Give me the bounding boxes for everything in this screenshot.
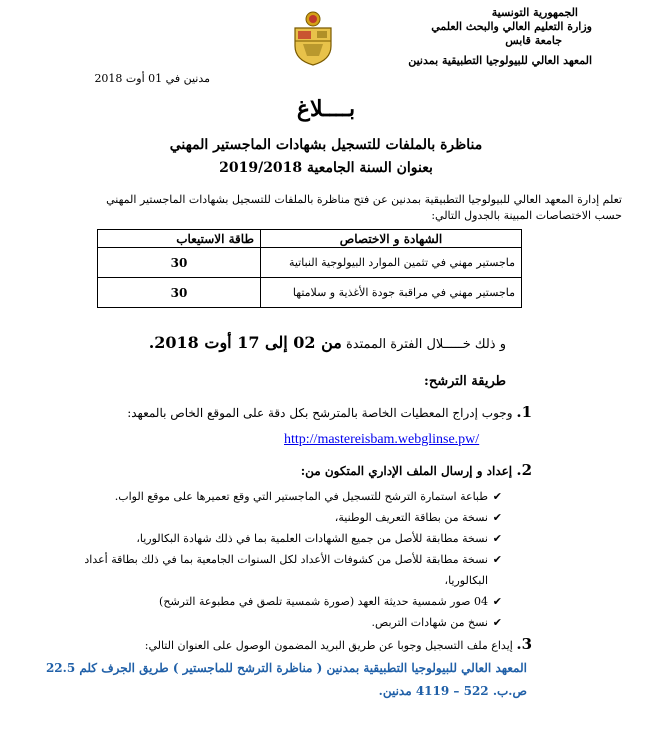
checkmark-icon: ✔ xyxy=(492,511,502,524)
list-item: ✔طباعة استمارة الترشح للتسجيل في الماجستير التي وقع تعميرها على موقع الواب. xyxy=(22,486,502,507)
address-line-2: ص.ب. 522 – 4119 مدنين. xyxy=(378,684,527,698)
table-row xyxy=(98,248,522,278)
header-specialty: الشهادة و الاختصاص xyxy=(261,230,522,248)
procedure-title: طريقة الترشح: xyxy=(424,374,506,389)
step-2-text: إعداد و إرسال الملف الإداري المتكون من: xyxy=(300,464,513,478)
row-specialty: ماجستير مهني في تثمين الموارد البيولوجية النباتية xyxy=(261,248,522,278)
header-capacity: طاقة الاستيعاب xyxy=(98,230,261,248)
header-ministry: وزارة التعليم العالي والبحث العلمي xyxy=(431,20,592,33)
address-line-1: المعهد العالي للبيولوجيا التطبيقية بمدنين ( مناظرة الترشح للماجستير ) طريق الجرف كلم 22.5 xyxy=(45,661,527,675)
table-row xyxy=(98,278,522,308)
subtitle: مناظرة بالملفات للتسجيل بشهادات الماجستير المهني xyxy=(169,137,483,153)
tunisia-coat-of-arms-icon xyxy=(289,10,337,66)
intro-line-2: حسب الاختصاصات المبينة بالجدول التالي: xyxy=(431,209,622,222)
checkmark-icon: ✔ xyxy=(492,553,502,566)
checkmark-icon: ✔ xyxy=(492,595,502,608)
row-capacity: 30 xyxy=(98,278,261,308)
intro-text xyxy=(22,192,622,224)
row-specialty: ماجستير مهني في مراقبة جودة الأغذية و سلامتها xyxy=(261,278,522,308)
intro-line-1: تعلم إدارة المعهد العالي للبيولوجيا التطبيقية بمدنين عن فتح مناظرة بالملفات للتسجيل بشهادات الماجستير المهني xyxy=(106,193,622,206)
table-header-row xyxy=(98,230,522,248)
step-1-text: وجوب إدراج المعطيات الخاصة بالمترشح بكل دقة على الموقع الخاص بالمعهد: xyxy=(127,406,513,420)
step-3 xyxy=(32,635,532,653)
list-item: ✔نسخة من بطاقة التعريف الوطنية، xyxy=(22,507,502,528)
list-item: ✔نسخ من شهادات التربص. xyxy=(22,612,502,633)
document-list xyxy=(22,486,502,633)
step-2 xyxy=(32,461,532,479)
step-2-number: 2. xyxy=(516,461,532,479)
header-university: جامعة قابس xyxy=(505,34,562,47)
step-3-text: إيداع ملف التسجيل وجوبا عن طريق البريد المضمون الوصول على العنوان التالي: xyxy=(144,639,513,652)
step-1-number: 1. xyxy=(516,403,532,421)
header-republic: الجمهورية التونسية xyxy=(491,6,578,19)
checkmark-icon: ✔ xyxy=(492,532,502,545)
row-capacity: 30 xyxy=(98,248,261,278)
period-dates: من 02 إلى 17 أوت 2018. xyxy=(148,333,342,352)
list-item-continuation: البكالوريا، xyxy=(444,574,488,587)
list-item: ✔نسخة مطابقة للأصل من كشوفات الأعداد لكل السنوات الجامعية بما في ذلك بطاقة أعداد xyxy=(22,549,502,570)
checkmark-icon: ✔ xyxy=(492,616,502,629)
registration-link[interactable] xyxy=(284,428,479,448)
list-item: ✔04 صور شمسية حديثة العهد (صورة شمسية تلصق في مطبوعة الترشح) xyxy=(22,591,502,612)
step-3-number: 3. xyxy=(516,635,532,653)
page-title: بــــلاغ xyxy=(296,96,356,122)
registration-link-text[interactable]: http://mastereisbam.webglinse.pw/ xyxy=(284,432,480,447)
header-institute: المعهد العالي للبيولوجيا التطبيقية بمدنين xyxy=(408,54,592,67)
period-prefix: و ذلك خـــــلال الفترة الممتدة xyxy=(341,337,506,352)
checkmark-icon: ✔ xyxy=(492,490,502,503)
period-line xyxy=(66,333,506,352)
list-item: ✔نسخة مطابقة للأصل من جميع الشهادات العلمية بما في ذلك شهادة البكالوريا، xyxy=(22,528,502,549)
academic-year: بعنوان السنة الجامعية 2019/2018 xyxy=(219,160,433,176)
date: مدنين في 01 أوت 2018 xyxy=(94,72,210,85)
specialties-table xyxy=(97,229,522,308)
header-block xyxy=(352,6,592,68)
step-1 xyxy=(32,404,532,421)
